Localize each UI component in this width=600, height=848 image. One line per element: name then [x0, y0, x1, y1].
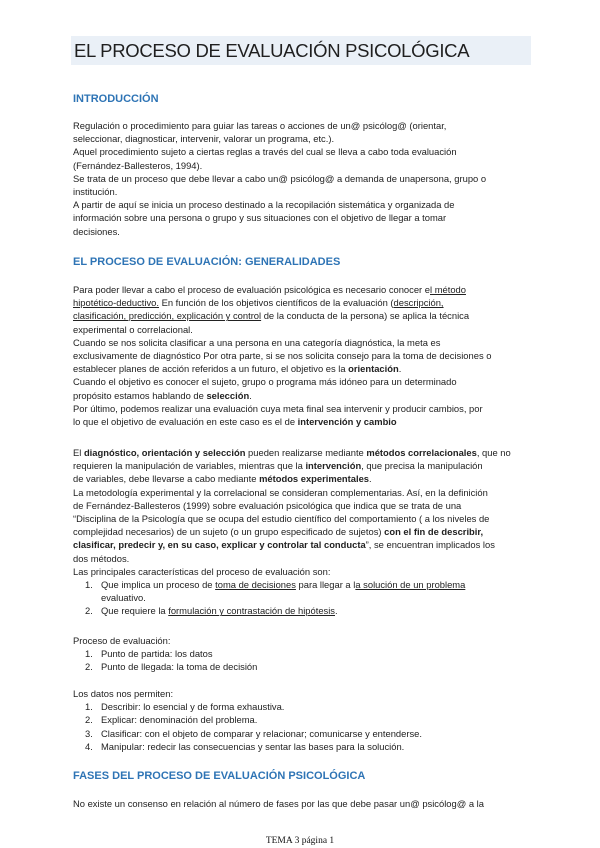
text-line: La metodología experimental y la correlacional se consideran complementarias. Así, en la definición [73, 486, 488, 498]
text-run: El [73, 447, 84, 458]
intro-line: información sobre una persona o grupo y sus situaciones con el objetivo de llegar a tomar [73, 212, 447, 224]
list-item [73, 604, 533, 617]
underlined-term: hipotético-deductivo. [73, 297, 159, 309]
bold-term: métodos correlacionales [366, 447, 477, 458]
text-run: En función de los objetivos científicos de la evaluación ( [159, 297, 394, 309]
bold-term: clasificar, predecir y, en su caso, explicar y controlar tal conducta [73, 539, 366, 551]
intro-line: Aquel procedimiento sujeto a ciertas reglas a través del cual se lleva a cabo toda evaluación [73, 146, 457, 158]
underlined-term: l método [430, 284, 466, 295]
text-run: lo que el objetivo de evaluación en este caso es el de [73, 416, 298, 428]
intro-paragraph [73, 119, 533, 238]
text-line [73, 525, 533, 538]
text-run: establecer planes de acción referidos a un futuro, el objetivo es la [73, 363, 349, 375]
text-line [73, 296, 533, 309]
text-run: . [398, 363, 402, 375]
text-line: Las principales características del proceso de evaluación son: [73, 565, 331, 577]
text-line: Cuando se nos solicita clasificar a una persona en una categoría diagnóstica, la meta es [73, 336, 441, 348]
text-run: requieren la manipulación de variables, mientras que la [73, 460, 306, 472]
underlined-term: toma de decisiones [215, 579, 296, 591]
text-line: dos métodos. [73, 552, 130, 564]
text-run: de la conducta de la persona) se aplica la técnica [261, 310, 470, 322]
text-run: , que no [476, 447, 511, 458]
list-number: 1. [85, 579, 93, 591]
list-text: Punto de llegada: la toma de decisión [101, 661, 258, 673]
text-run: . [369, 473, 372, 485]
list-text: Explicar: denominación del problema. [101, 714, 258, 726]
list-text: Manipular: redecir las consecuencias y sentar las bases para la solución. [101, 740, 405, 752]
generalidades-paragraph-1 [73, 283, 533, 428]
text-line [73, 309, 533, 322]
text-line [73, 389, 533, 402]
list-number: 4. [85, 740, 93, 752]
text-run: Que requiere la [101, 605, 169, 617]
intro-line: Regulación o procedimiento para guiar las tareas o acciones de un@ psicólog@ (orientar, [73, 120, 447, 131]
text-run: evaluativo. [101, 592, 146, 604]
bold-term: métodos experimentales [259, 473, 369, 485]
bold-term: intervención [305, 460, 362, 472]
text-run: pueden realizarse mediante [245, 447, 367, 458]
list-number: 1. [85, 701, 93, 713]
list-item [73, 700, 533, 713]
intro-line: decisiones. [73, 225, 120, 237]
list-item [73, 647, 533, 660]
text-line [73, 415, 533, 428]
list-number: 1. [85, 648, 93, 660]
text-line [73, 472, 533, 485]
list-item [73, 578, 533, 591]
intro-line: Se trata de un proceso que debe llevar a cabo un@ psicólog@ a demanda de unapersona, grupo o [73, 172, 487, 184]
heading-generalidades: EL PROCESO DE EVALUACIÓN: GENERALIDADES [73, 256, 341, 268]
text-run: Para poder llevar a cabo el proceso de evaluación psicológica es necesario conocer e [73, 284, 430, 295]
heading-introduccion: INTRODUCCIÓN [73, 93, 159, 105]
bold-term: diagnóstico, orientación y selección [83, 447, 246, 458]
bold-term: orientación [348, 363, 399, 375]
datos-label: Los datos nos permiten: [73, 688, 174, 699]
text-line [73, 362, 533, 375]
text-run: . [249, 389, 252, 401]
text-run: , que precisa la manipulación [361, 460, 483, 472]
page-footer: TEMA 3 página 1 [265, 836, 335, 846]
underlined-term: formulación y contrastación de hipótesis [168, 605, 335, 617]
list-number: 2. [85, 661, 93, 673]
text-run: para llegar a l [295, 579, 356, 591]
list-item-continuation [73, 591, 533, 604]
intro-line: institución. [73, 186, 118, 198]
list-number: 2. [85, 714, 93, 726]
text-line [73, 538, 533, 551]
proceso-block [73, 634, 533, 674]
text-line: Por último, podemos realizar una evaluación cuya meta final sea intervenir y producir cambios, por [73, 402, 483, 414]
text-run: . [335, 605, 338, 617]
text-line: No existe un consenso en relación al número de fases por las que debe pasar un@ psicólog@ a la [73, 798, 484, 809]
list-item [73, 740, 533, 753]
text-line: “Disciplina de la Psicología que se ocupa del estudio científico del comportamiento ( a los niveles de [73, 513, 490, 525]
bold-term: intervención y cambio [297, 416, 397, 428]
list-item [73, 660, 533, 673]
text-run: de variables, debe llevarse a cabo mediante [73, 473, 260, 485]
text-line [73, 446, 533, 459]
text-line: de Fernández-Ballesteros (1999) sobre evaluación psicológica que indica que se trata de una [73, 499, 462, 511]
list-item [73, 727, 533, 740]
page-title: EL PROCESO DE EVALUACIÓN PSICOLÓGICA [74, 40, 470, 61]
underlined-term: descripción, [393, 297, 444, 309]
generalidades-paragraph-2 [73, 446, 533, 618]
list-number: 2. [85, 605, 93, 617]
list-text: Punto de partida: los datos [101, 648, 213, 660]
intro-line: A partir de aquí se inicia un proceso destinado a la recopilación sistemática y organizada de [73, 199, 455, 211]
list-text: Clasificar: con el objeto de comparar y relacionar; comunicarse y entenderse. [101, 727, 422, 739]
text-line: experimental o correlacional. [73, 323, 193, 335]
heading-fases: FASES DEL PROCESO DE EVALUACIÓN PSICOLÓGICA [73, 770, 366, 782]
list-item [73, 713, 533, 726]
proceso-label: Proceso de evaluación: [73, 635, 171, 646]
text-line: exclusivamente de diagnóstico Por otra parte, si se nos solicita consejo para la toma de decisiones o [73, 350, 492, 362]
text-line [73, 283, 533, 296]
text-run: Que implica un proceso de [101, 579, 216, 591]
underlined-term: clasificación, predicción, explicación y control [73, 310, 262, 322]
intro-line: (Fernández-Ballesteros, 1994). [73, 159, 203, 171]
text-line: Cuando el objetivo es conocer el sujeto, grupo o programa más idóneo para un determinado [73, 376, 457, 388]
text-run: complejidad necesarios) de un sujeto (o un grupo especificado de sujetos) [73, 526, 385, 538]
fases-paragraph [73, 797, 533, 810]
text-run: propósito estamos hablando de [73, 389, 207, 401]
bold-term: con el fin de describir, [384, 526, 484, 538]
intro-line: seleccionar, diagnosticar, intervenir, valorar un programa, etc.). [73, 133, 335, 145]
text-run: ”, se encuentran implicados los [365, 539, 495, 551]
list-number: 3. [85, 727, 93, 739]
list-text: Describir: lo esencial y de forma exhaustiva. [101, 701, 285, 713]
bold-term: selección [206, 389, 250, 401]
text-line [73, 459, 533, 472]
underlined-term: a solución de un problema [355, 579, 466, 591]
datos-block [73, 687, 533, 753]
